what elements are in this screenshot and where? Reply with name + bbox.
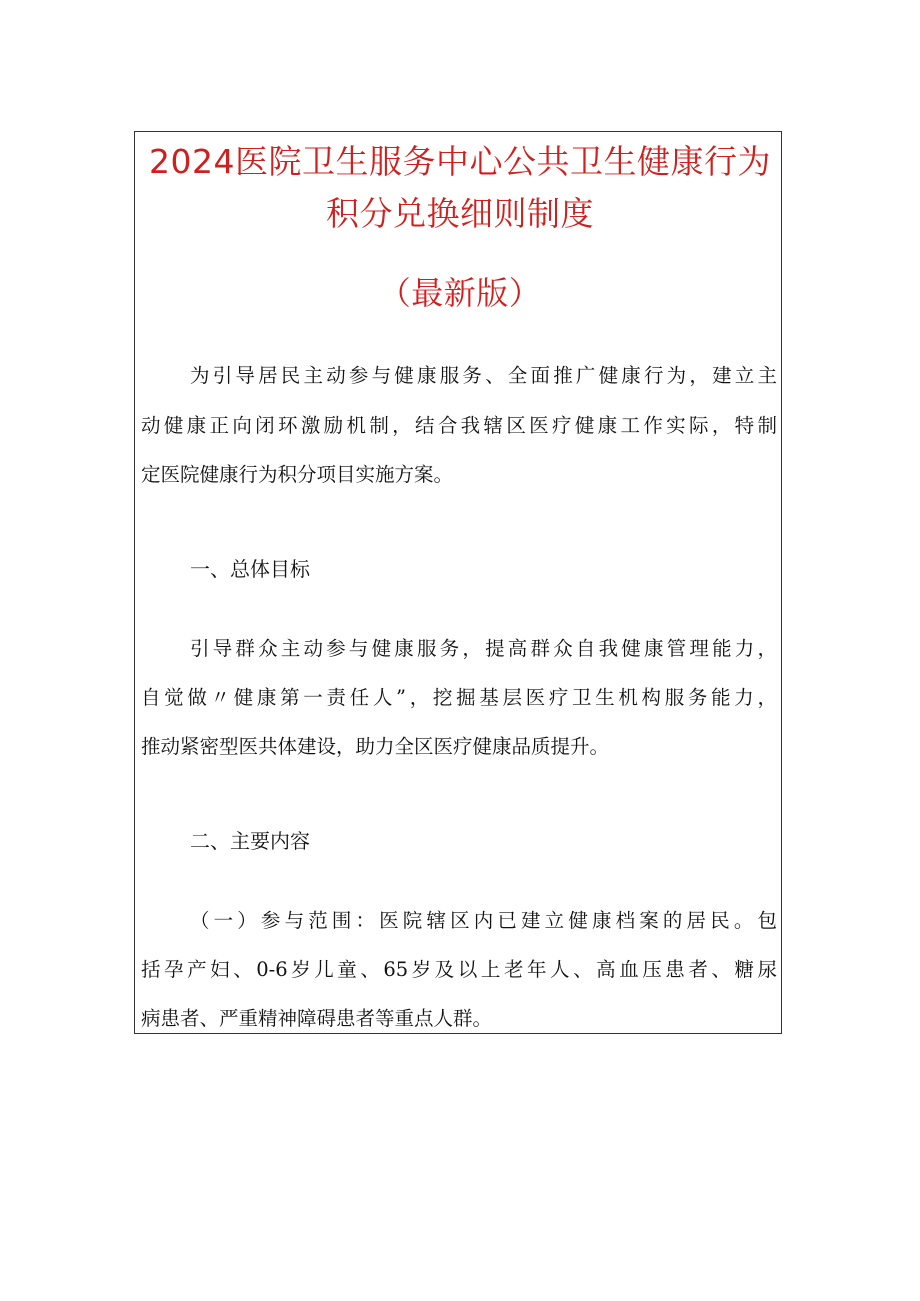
document-subtitle: （最新版） bbox=[378, 274, 542, 312]
intro-line: 定医院健康行为积分项目实施方案。 bbox=[141, 463, 454, 486]
section1-line: 引导群众主动参与健康服务，提高群众自我健康管理能力， bbox=[190, 637, 777, 660]
document-title-line-2: 积分兑换细则制度 bbox=[326, 194, 594, 233]
section-heading: 二、主要内容 bbox=[190, 829, 310, 853]
document-frame bbox=[134, 131, 782, 1034]
intro-line: 为引导居民主动参与健康服务、全面推广健康行为，建立主 bbox=[190, 364, 777, 387]
section2-line: 病患者、严重精神障碍患者等重点人群。 bbox=[141, 1007, 493, 1030]
section1-line: 自觉做〃健康第一责任人”，挖掘基层医疗卫生机构服务能力， bbox=[141, 686, 777, 709]
document-title-line-1: 2024医院卫生服务中心公共卫生健康行为 bbox=[149, 142, 771, 181]
section2-line: 括孕产妇、0-6岁儿童、65岁及以上老年人、高血压患者、糖尿 bbox=[141, 958, 777, 981]
section1-line: 推动紧密型医共体建设，助力全区医疗健康品质提升。 bbox=[141, 735, 610, 758]
intro-line: 动健康正向闭环激励机制，结合我辖区医疗健康工作实际，特制 bbox=[141, 414, 777, 437]
section2-line: （一）参与范围：医院辖区内已建立健康档案的居民。包 bbox=[190, 909, 777, 932]
section-heading: 一、总体目标 bbox=[190, 557, 310, 581]
